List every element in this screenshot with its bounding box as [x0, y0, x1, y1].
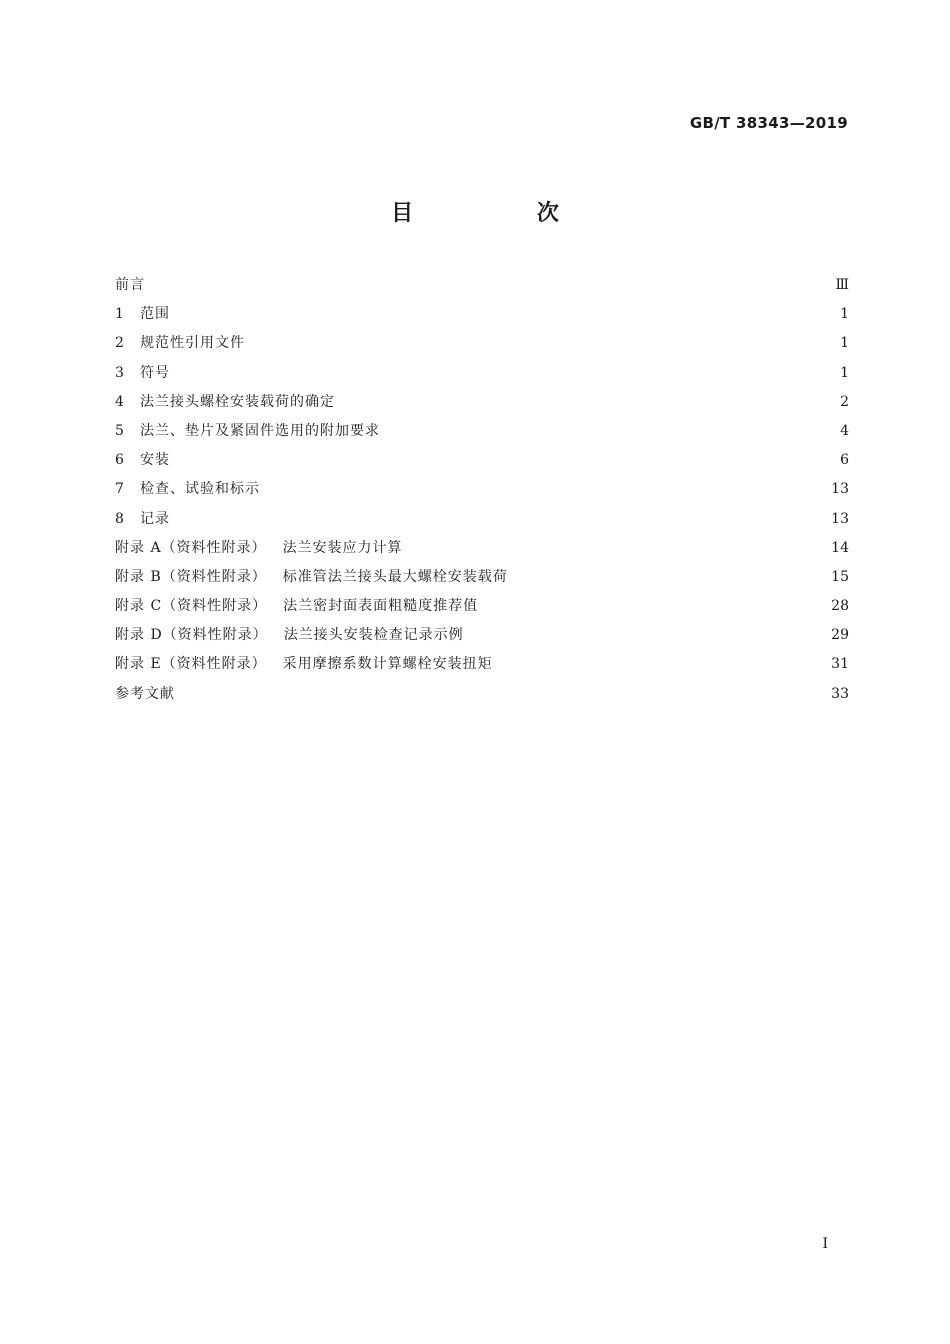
toc-entry-label: 附录 C（资料性附录）	[115, 598, 268, 615]
toc-entry-inspection[interactable]	[115, 475, 849, 504]
toc-entry-page: 2	[840, 393, 849, 410]
toc-entry-additional-requirements[interactable]	[115, 417, 849, 446]
toc-entry-annex-a[interactable]	[115, 534, 849, 563]
dot-leader	[178, 308, 835, 322]
toc-entry-number: 6	[115, 452, 124, 469]
dot-leader	[253, 337, 835, 351]
toc-entry-page: 33	[831, 685, 849, 702]
toc-entry-label: 附录 A（资料性附录）	[115, 539, 267, 556]
toc-entry-page: Ⅲ	[835, 277, 849, 293]
toc-entry-label: 范围	[140, 306, 170, 323]
toc-entry-page: 14	[831, 539, 849, 556]
toc-entry-page: 13	[831, 510, 849, 527]
toc-entry-records[interactable]	[115, 505, 849, 534]
toc-entry-number: 7	[115, 481, 124, 498]
toc-entry-page: 1	[840, 306, 849, 323]
toc-entry-symbols[interactable]	[115, 359, 849, 388]
toc-entry-subtitle: 法兰密封面表面粗糙度推荐值	[283, 598, 479, 615]
toc-entry-subtitle: 法兰安装应力计算	[282, 539, 403, 556]
toc-entry-page: 6	[840, 452, 849, 469]
toc-entry-label: 参考文献	[115, 685, 175, 702]
toc-entry-scope[interactable]	[115, 300, 849, 329]
toc-entry-page: 28	[831, 598, 849, 615]
toc-entry-label: 安装	[140, 452, 170, 469]
standard-code: GB/T 38343—2019	[689, 114, 848, 132]
dot-leader	[405, 541, 828, 555]
toc-entry-annex-c[interactable]	[115, 592, 849, 621]
toc-entry-label: 附录 D（资料性附录）	[115, 627, 268, 644]
toc-entry-label: 规范性引用文件	[140, 335, 245, 352]
toc-entry-page: 1	[840, 335, 849, 352]
toc-entry-installation[interactable]	[115, 446, 849, 475]
toc-entry-subtitle: 标准管法兰接头最大螺栓安装载荷	[282, 568, 508, 585]
toc-entry-label: 检查、试验和标示	[140, 481, 260, 498]
dot-leader	[495, 658, 828, 672]
dot-leader	[178, 454, 835, 468]
dot-leader	[178, 366, 835, 380]
toc-entry-annex-e[interactable]	[115, 650, 849, 679]
toc-entry-number: 8	[115, 510, 124, 527]
toc-entry-number: 1	[115, 306, 124, 323]
toc-entry-page: 13	[831, 481, 849, 498]
toc-entry-label: 法兰、垫片及紧固件选用的附加要求	[140, 422, 380, 439]
dot-leader	[268, 483, 827, 497]
dot-leader	[343, 395, 835, 409]
toc-title: 目 次	[391, 201, 617, 226]
toc-entry-number: 5	[115, 422, 124, 439]
table-of-contents	[115, 271, 849, 709]
toc-entry-page: 4	[840, 422, 849, 439]
toc-entry-label: 符号	[140, 364, 170, 381]
toc-entry-annex-b[interactable]	[115, 563, 849, 592]
toc-entry-label: 前言	[115, 277, 145, 293]
dot-leader	[510, 570, 827, 584]
toc-entry-page: 31	[831, 656, 849, 673]
dot-leader	[382, 425, 835, 439]
toc-entry-number: 4	[115, 393, 124, 410]
toc-entry-label: 记录	[140, 510, 170, 527]
page-number: I	[822, 1236, 828, 1252]
toc-entry-page: 1	[840, 364, 849, 381]
dot-leader	[172, 512, 827, 526]
toc-entry-subtitle: 采用摩擦系数计算螺栓安装扭矩	[282, 656, 493, 673]
toc-entry-bibliography[interactable]	[115, 680, 849, 709]
toc-entry-number: 2	[115, 335, 124, 352]
dot-leader	[480, 600, 827, 614]
toc-entry-label: 法兰接头螺栓安装载荷的确定	[140, 393, 335, 410]
dot-leader	[183, 687, 827, 701]
toc-entry-foreword[interactable]	[115, 271, 849, 300]
dot-leader	[153, 279, 831, 293]
dot-leader	[466, 629, 827, 643]
toc-entry-subtitle: 法兰接头安装检查记录示例	[283, 627, 464, 644]
toc-entry-label: 附录 B（资料性附录）	[115, 568, 267, 585]
toc-entry-bolt-load[interactable]	[115, 388, 849, 417]
toc-entry-normative-references[interactable]	[115, 329, 849, 358]
toc-entry-page: 15	[831, 568, 849, 585]
toc-entry-label: 附录 E（资料性附录）	[115, 656, 267, 673]
toc-entry-page: 29	[831, 627, 849, 644]
toc-entry-number: 3	[115, 364, 124, 381]
toc-entry-annex-d[interactable]	[115, 621, 849, 650]
